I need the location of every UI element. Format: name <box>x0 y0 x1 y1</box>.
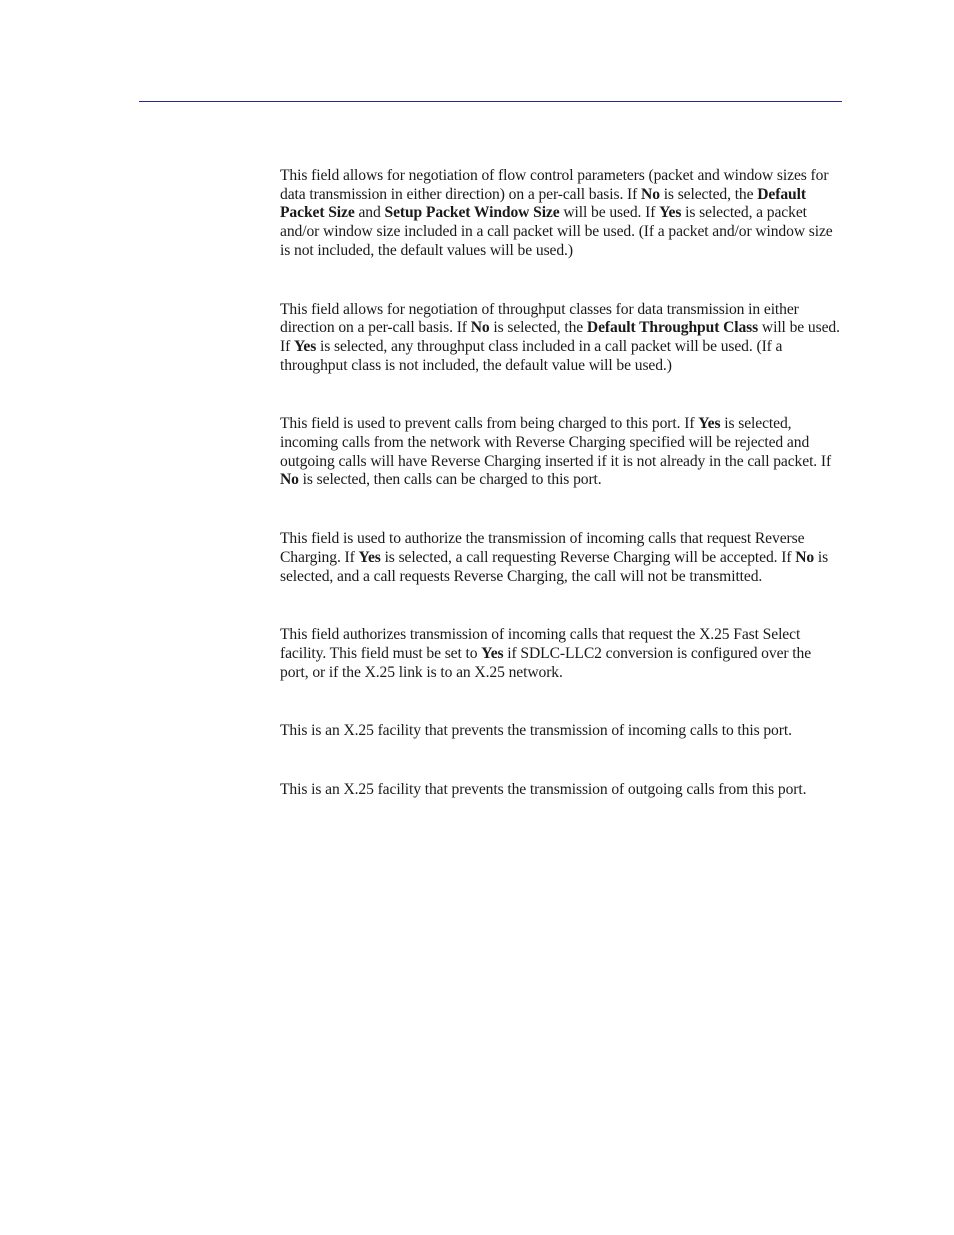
bold-term: Default Throughput Class <box>586 319 759 337</box>
bold-term: No <box>795 548 815 566</box>
bold-term: Yes <box>358 548 381 566</box>
text-run: This field allows for negotiation of throughput classes for data transmission in either direction on a per-call basis. If <box>280 300 799 337</box>
bold-term: No <box>641 185 660 203</box>
text-run: This field is used to prevent calls from being charged to this port. If <box>280 415 699 433</box>
paragraph-flow-control-negotiation <box>280 167 842 261</box>
bold-term: Yes <box>698 415 721 433</box>
paragraph-incoming-calls-barred <box>280 722 842 741</box>
text-run: and <box>354 204 385 222</box>
text-run: is selected, then calls can be charged to this port. <box>298 471 602 489</box>
bold-term: Yes <box>659 204 682 222</box>
bold-term: Yes <box>481 644 504 662</box>
paragraph-fast-select-acceptance <box>280 626 842 682</box>
bold-term: No <box>470 319 490 337</box>
text-run: is selected, any throughput class included in a call packet will be used. (If a throughput class is not included, the default value will be used.) <box>280 337 783 374</box>
paragraph-reverse-charging-acceptance <box>280 530 842 586</box>
document-body <box>280 167 842 800</box>
bold-term: No <box>280 471 299 489</box>
text-run: will be used. If <box>559 204 660 222</box>
text-run: if SDLC-LLC2 conversion is configured over the port, or if the X.25 link is to an X.25 network. <box>280 644 812 681</box>
bold-term: Yes <box>293 337 317 355</box>
bold-term: Setup Packet Window Size <box>384 204 560 222</box>
text-run: is selected, the <box>489 319 587 337</box>
text-run: This field is used to authorize the transmission of incoming calls that request Reverse Charging. If <box>280 530 805 566</box>
text-run: is selected, the <box>659 185 758 203</box>
text-run: This field allows for negotiation of flow control parameters (packet and window sizes for data transmission in either direction) on a per-call basis. If <box>280 167 829 203</box>
bold-term: Default Packet Size <box>280 185 806 222</box>
paragraph-outgoing-calls-barred <box>280 781 842 800</box>
text-run: This is an X.25 facility that prevents the transmission of outgoing calls from this port. <box>280 781 807 799</box>
text-run: This is an X.25 facility that prevents the transmission of incoming calls to this port. <box>280 722 792 740</box>
text-run: is selected, a packet and/or window size included in a call packet will be used. (If a packet and/or window size is not included, the default values will be used.) <box>280 204 833 259</box>
text-run: is selected, incoming calls from the network with Reverse Charging specified will be rejected and outgoing calls will have Reverse Charging inserted if it is not already in the call packet. If <box>280 415 832 470</box>
paragraph-throughput-class-negotiation <box>280 301 842 376</box>
header-rule <box>139 101 842 102</box>
text-run: is selected, and a call requests Reverse Charging, the call will not be transmitted. <box>280 548 829 585</box>
text-run: is selected, a call requesting Reverse Charging will be accepted. If <box>380 548 796 566</box>
text-run: will be used. If <box>280 319 840 355</box>
text-run: This field authorizes transmission of incoming calls that request the X.25 Fast Select facility. This field must be set to <box>280 626 801 662</box>
paragraph-reverse-charging-prevention <box>280 415 842 490</box>
